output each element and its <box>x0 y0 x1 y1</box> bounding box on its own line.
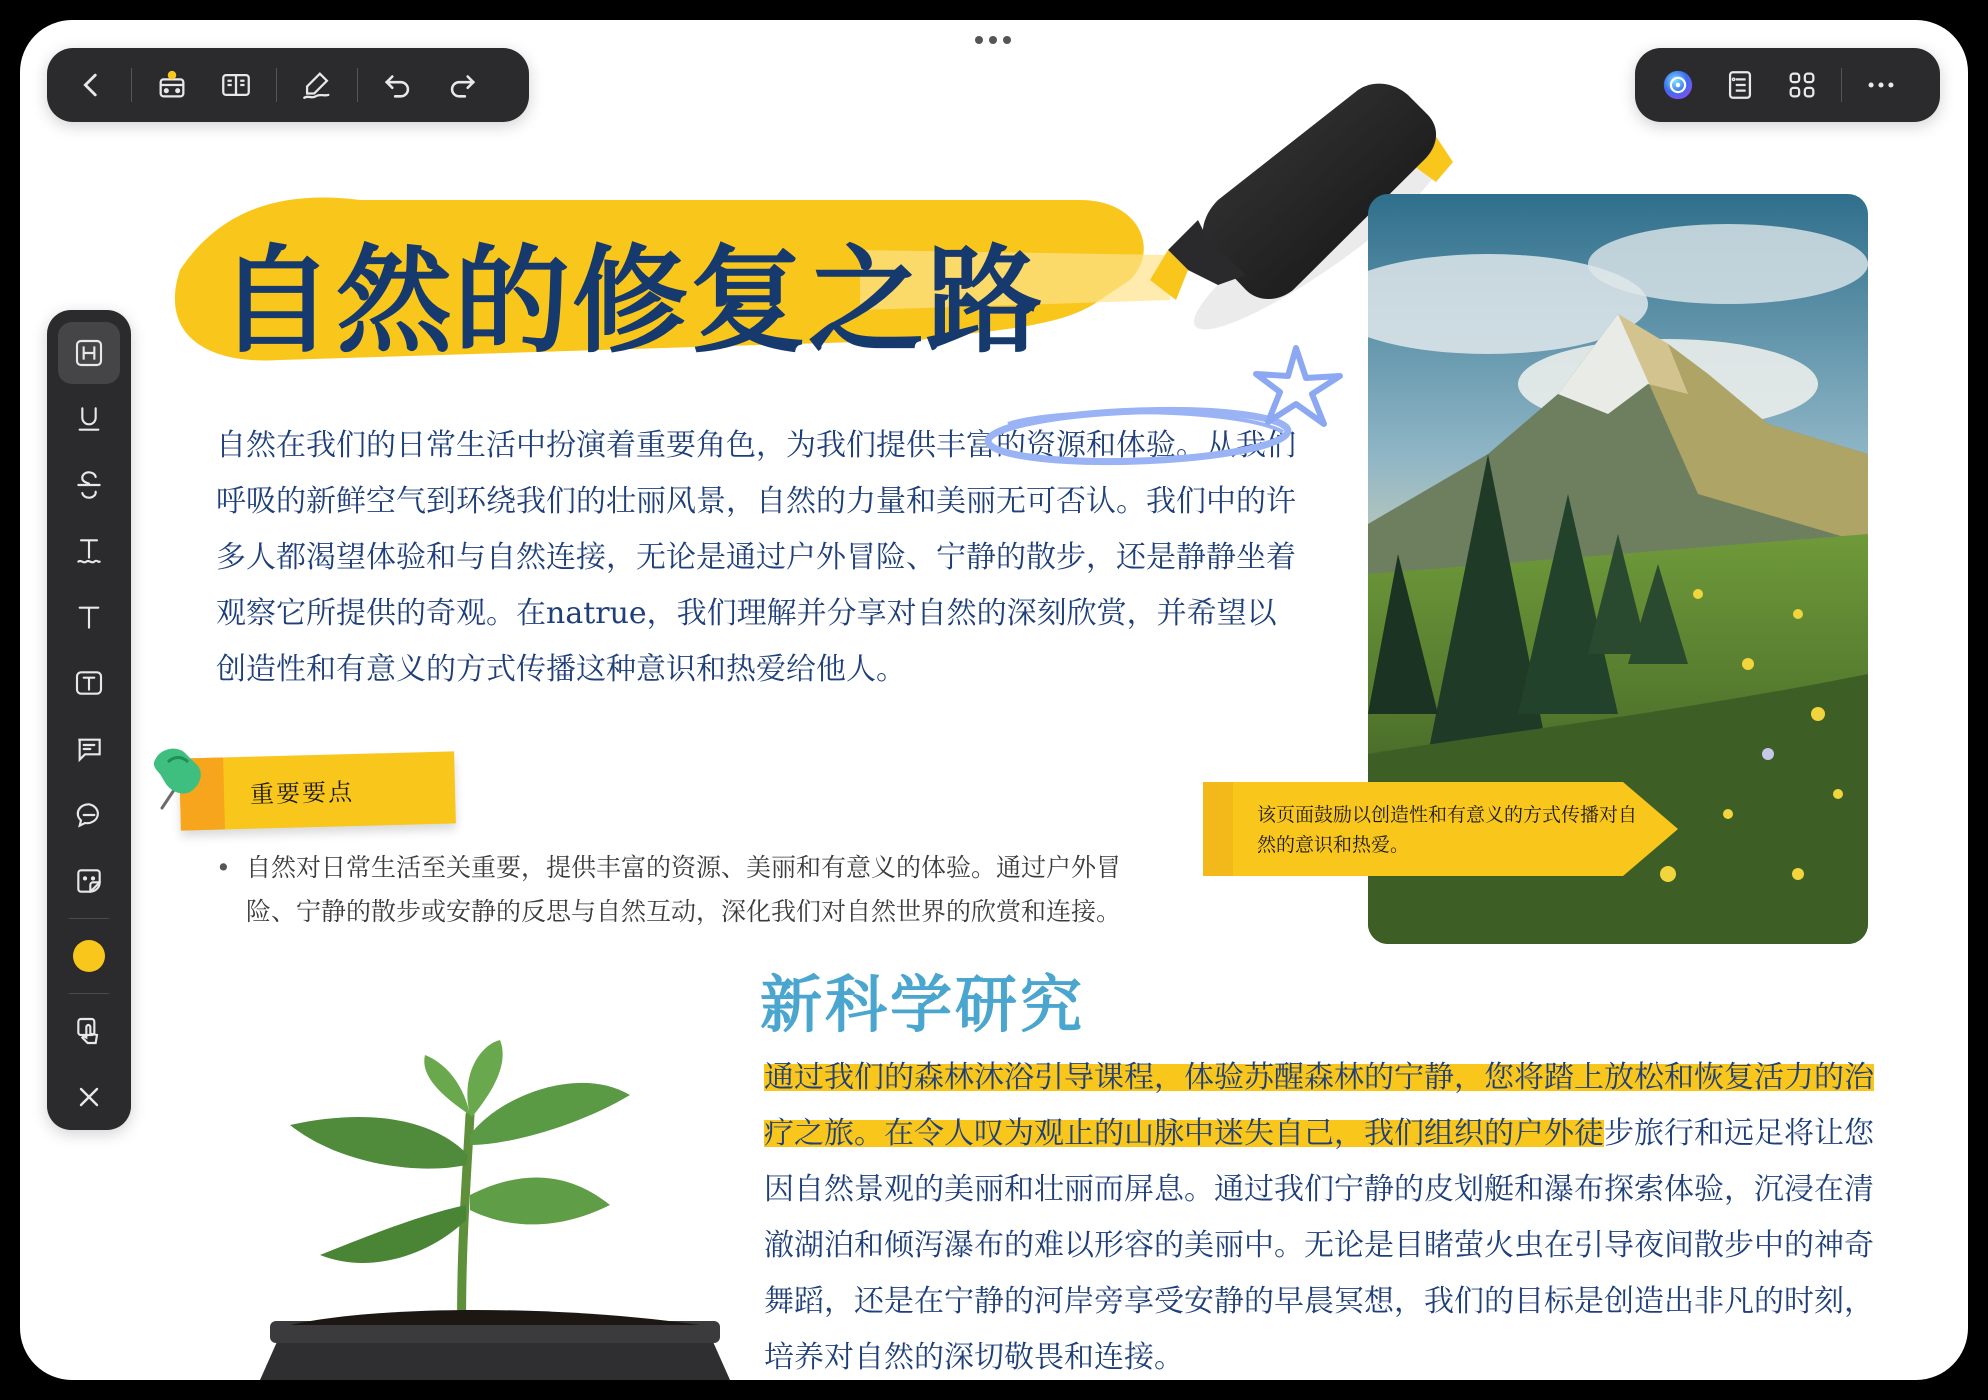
chat-bubble-icon <box>73 799 105 831</box>
key-points-sticky-note[interactable] <box>179 751 456 830</box>
chat-tool[interactable] <box>58 784 120 846</box>
top-left-toolbar <box>47 48 529 122</box>
more-horizontal-icon <box>1864 68 1898 102</box>
smiley-sticker-icon <box>73 865 105 897</box>
text-style-tool[interactable] <box>58 520 120 582</box>
underline-tool[interactable] <box>58 388 120 450</box>
redo-icon <box>445 68 479 102</box>
section-title[interactable]: 新科学研究 <box>760 968 1086 1041</box>
title-block <box>160 190 1170 370</box>
textbox-tool[interactable] <box>58 652 120 714</box>
close-tool[interactable] <box>58 1066 120 1128</box>
grid-icon <box>1785 68 1819 102</box>
paragraph-text: 步旅行和远足将让您因自然景观的美丽和壮丽而屏息。通过我们宁静的皮划艇和瀑布探索体验，沉浸在清澈湖泊和倾泻瀑布的难以形容的美丽中。无论是目睹萤火虫在引导夜间散步中的神奇舞蹈，还是在宁静的河岸旁享受安静的早晨冥想，我们的目标是创造出非凡的时刻，培养对自然的深切敬畏和连接。 <box>764 1116 1874 1375</box>
close-icon <box>73 1081 105 1113</box>
ai-assistant-button[interactable] <box>1647 54 1709 116</box>
sticker-tool[interactable] <box>58 850 120 912</box>
book-open-icon <box>219 68 253 102</box>
research-paragraph[interactable] <box>764 1050 1874 1380</box>
heading-icon <box>73 337 105 369</box>
list-icon <box>1723 68 1757 102</box>
more-button[interactable] <box>1850 54 1912 116</box>
outline-button[interactable] <box>1709 54 1771 116</box>
list-item[interactable]: • 自然对日常生活至关重要，提供丰富的资源、美丽和有意义的体验。通过户外冒险、宁静的散步或安静的反思与自然互动，深化我们对自然世界的欣赏和连接。 <box>210 846 1160 934</box>
star-doodle-icon <box>1252 342 1344 428</box>
underline-icon <box>73 403 105 435</box>
undo-button[interactable] <box>366 54 430 116</box>
multitask-handle[interactable] <box>975 36 1011 44</box>
seedling-in-pot-illustration <box>230 1005 730 1380</box>
text-tools-sidebar <box>47 310 131 1130</box>
highlighted-text: 通过我们的森林沐浴引导课程，体验苏醒森林的宁静，您将踏上放松和恢复活力的治疗之旅。在令人叹为观止的山脉中迷失自己，我们组织的户外徒 <box>764 1060 1874 1151</box>
key-points-list <box>210 846 1160 934</box>
strikethrough-tool[interactable] <box>58 454 120 516</box>
document-canvas[interactable] <box>20 20 1968 1380</box>
top-right-toolbar <box>1635 48 1940 122</box>
pen-signature-icon <box>300 68 334 102</box>
sticker-button[interactable] <box>140 54 204 116</box>
page-title[interactable]: 自然的修复之路 <box>218 234 1044 369</box>
back-button[interactable] <box>59 54 123 116</box>
grid-view-button[interactable] <box>1771 54 1833 116</box>
sticker-box-icon <box>155 68 189 102</box>
redo-button[interactable] <box>430 54 494 116</box>
touch-tool[interactable] <box>58 1000 120 1062</box>
sticky-note-label: 重要要点 <box>249 778 355 809</box>
photo-caption-tag[interactable] <box>1203 782 1678 876</box>
textbox-icon <box>73 667 105 699</box>
chevron-left-icon <box>74 68 108 102</box>
text-wavy-icon <box>73 535 105 567</box>
text-icon <box>73 601 105 633</box>
active-color-swatch <box>73 940 105 972</box>
hand-touch-icon <box>73 1015 105 1047</box>
strikethrough-icon <box>73 469 105 501</box>
ai-orb-icon <box>1661 68 1695 102</box>
text-tool[interactable] <box>58 586 120 648</box>
comment-icon <box>73 733 105 765</box>
color-tool[interactable] <box>58 925 120 987</box>
reader-button[interactable] <box>204 54 268 116</box>
comment-tool[interactable] <box>58 718 120 780</box>
heading-tool[interactable] <box>58 322 120 384</box>
intro-paragraph[interactable]: 自然在我们的日常生活中扮演着重要角色，为我们提供丰富的资源和体验。从我们呼吸的新鲜空气到环绕我们的壮丽风景，自然的力量和美丽无可否认。我们中的许多人都渴望体验和与自然连接，无论是通过户外冒险、宁静的散步，还是静静坐着观察它所提供的奇观。在natrue，我们理解并分享对自然的深刻欣赏，并希望以创造性和有意义的方式传播这种意识和热爱给他人。 <box>216 428 1296 687</box>
hand-drawn-circle-annotation <box>978 402 1298 470</box>
handwriting-button[interactable] <box>285 54 349 116</box>
undo-icon <box>381 68 415 102</box>
photo-caption-text: 该页面鼓励以创造性和有意义的方式传播对自然的意识和热爱。 <box>1257 804 1638 856</box>
pushpin-icon <box>148 742 212 814</box>
